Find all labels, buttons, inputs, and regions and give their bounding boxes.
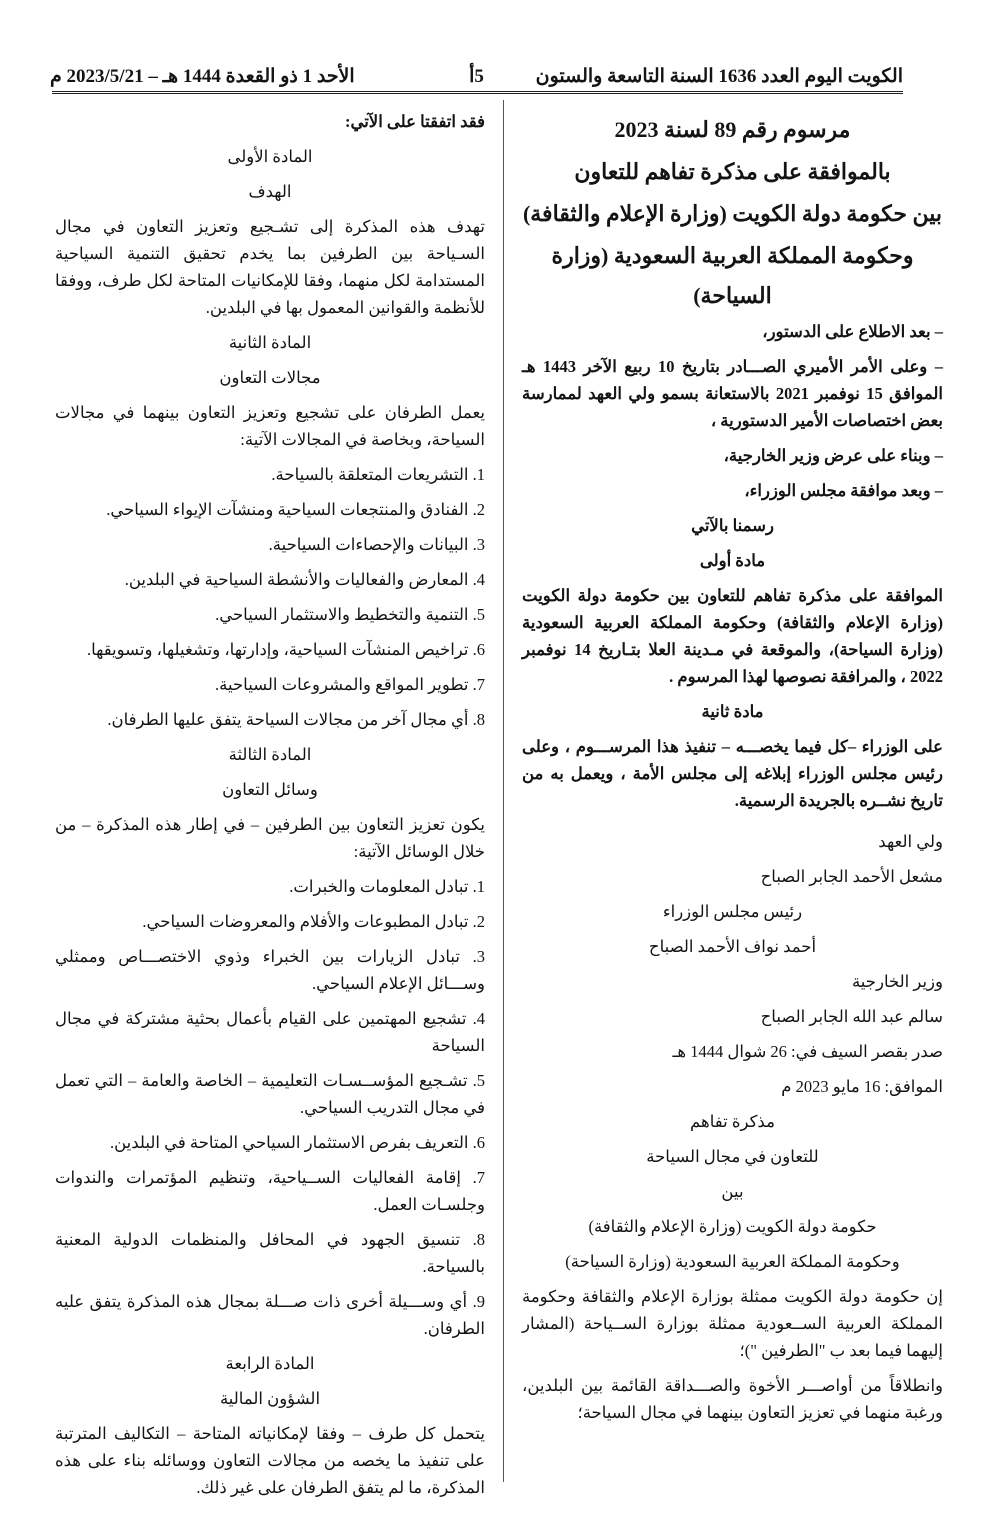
- page-number: 5أ: [469, 66, 484, 87]
- article-1-heading: مادة أولى: [699, 551, 766, 570]
- signatory-1-title: ولي العهد: [878, 832, 943, 851]
- list-item: 2. تبادل المطبوعات والأفلام والمعروضات السياحي.: [142, 912, 485, 931]
- issued-line: صدر بقصر السيف في: 26 شوال 1444 هـ: [672, 1042, 943, 1061]
- signatory-2-title: رئيس مجلس الوزراء: [662, 902, 803, 921]
- list-item: 4. تشجيع المهتمين على القيام بأعمال بحثية مشتركة في مجال السياحة: [55, 1009, 485, 1055]
- memo-party-2: وحكومة المملكة العربية السعودية (وزارة السياحة): [565, 1252, 900, 1271]
- article-2-text: على الوزراء –كل فيما يخصـــه – تنفيذ هذا المرســـوم ، وعلى رئيس مجلس الوزراء إبلاغه إلى مجلس الأمة ، ويعمل به من تاريخ نشــره بالجريدة الرسمية.: [522, 737, 943, 810]
- agreed-line: فقد اتفقتا على الآتي:: [344, 112, 485, 131]
- signatory-3-title: وزير الخارجية: [851, 972, 943, 991]
- decree-subtitle-2: بين حكومة دولة الكويت (وزارة الإعلام والثقافة): [522, 201, 943, 226]
- memo-party-1: حكومة دولة الكويت (وزارة الإعلام والثقافة): [588, 1217, 877, 1236]
- preamble-3: – وبناء على عرض وزير الخارجية،: [723, 446, 943, 465]
- right-column: [522, 108, 943, 1434]
- signatory-1-name: مشعل الأحمد الجابر الصباح: [760, 867, 943, 886]
- list-item: 1. التشريعات المتعلقة بالسياحة.: [271, 465, 485, 484]
- decree-subtitle-3: وحكومة المملكة العربية السعودية (وزارة السياحة): [551, 243, 914, 308]
- article-four-subheading: الشؤون المالية: [219, 1389, 321, 1408]
- article-one-heading: المادة الأولى: [227, 147, 313, 166]
- decree-subtitle-1: بالموافقة على مذكرة تفاهم للتعاون: [574, 159, 891, 184]
- preamble-1: – بعد الاطلاع على الدستور،: [762, 322, 943, 341]
- article-one-subheading: الهدف: [248, 182, 292, 201]
- list-item: 1. تبادل المعلومات والخبرات.: [289, 877, 485, 896]
- decree-title: مرسوم رقم 89 لسنة 2023: [614, 117, 851, 142]
- corresponding-date: الموافق: 16 مايو 2023 م: [781, 1077, 943, 1096]
- signatory-2-name: أحمد نواف الأحمد الصباح: [648, 937, 817, 956]
- list-item: 5. تشـجيع المؤســسـات التعليمية – الخاصة والعامة – التي تعمل في مجال التدريب السياحي.: [55, 1071, 485, 1117]
- memo-intro-1: إن حكومة دولة الكويت ممثلة بوزارة الإعلام والثقافة وحكومة المملكة العربية الســعودية ممثلة بوزارة الســياحة (المشار إليهما فيما بعد ب "الطرفين ")؛: [522, 1287, 943, 1360]
- memo-subject: للتعاون في مجال السياحة: [646, 1147, 819, 1166]
- list-item: 8. تنسيق الجهود في المحافل والمنظمات الدولية المعنية بالسياحة.: [55, 1230, 485, 1276]
- page-header: [50, 58, 903, 88]
- preamble-2: – وعلى الأمر الأميري الصـــادر بتاريخ 10 ربيع الآخر 1443 هـ الموافق 15 نوفمبر 2021 بالاستعانة بسمو ولي العهد لممارسة بعض اختصاصات الأمير الدستورية ،: [522, 357, 943, 430]
- list-item: 8. أي مجال آخر من مجالات السياحة يتفق عليها الطرفان.: [107, 710, 485, 729]
- list-item: 3. تبادل الزيارات بين الخبراء وذوي الاختصـــاص وممثلي وســـائل الإعلام السياحي.: [55, 947, 485, 993]
- article-two-subheading: مجالات التعاون: [219, 368, 321, 387]
- article-four-text: يتحمل كل طرف – وفقا لإمكانياته المتاحة – التكاليف المترتبة على تنفيذ ما يخصه من مجالات التعاون ووسائله بناء على هذه المذكرة، ما لم يتفق الطرفان على غير ذلك.: [55, 1424, 485, 1497]
- column-divider: [503, 100, 504, 1482]
- header-rule: [52, 91, 903, 94]
- list-item: 6. تراخيص المنشآت السياحية، وإدارتها، وتشغيلها، وتسويقها.: [86, 640, 485, 659]
- list-item: 9. أي وســـيلة أخرى ذات صـــلة بمجال هذه المذكرة يتفق عليه الطرفان.: [55, 1292, 485, 1338]
- article-one-text: تهدف هذه المذكرة إلى تشـجيع وتعزيز التعاون في مجال السـياحة بين الطرفين بما يخدم تحقيق التنمية السياحية المستدامة لكل منهما، وفقا للإمكانيات المتاحة لكل طرف، ووفقا للأنظمة والقوانين المعمول بها في البلدين.: [55, 217, 485, 317]
- article-three-subheading: وسائل التعاون: [222, 780, 318, 799]
- article-two-text: يعمل الطرفان على تشجيع وتعزيز التعاون بينهما في مجالات السياحة، وبخاصة في المجالات الآتية:: [55, 403, 485, 449]
- article-three-text: يكون تعزيز التعاون بين الطرفين – في إطار هذه المذكرة – من خلال الوسائل الآتية:: [55, 815, 485, 861]
- article-four-heading: المادة الرابعة: [225, 1354, 315, 1373]
- list-item: 2. الفنادق والمنتجعات السياحية ومنشآت الإيواء السياحي.: [106, 500, 485, 519]
- memo-between: بين: [721, 1182, 744, 1201]
- article-1-text: الموافقة على مذكرة تفاهم للتعاون بين حكومة دولة الكويت (وزارة الإعلام والثقافة) وحكومة المملكة العربية السعودية (وزارة السياحة)، والموقعة في مـدينة العلا بتـاريخ 14 نوفمبر 2022 ، والمرافقة نصوصها لهذا المرسوم .: [522, 586, 943, 686]
- list-item: 6. التعريف بفرص الاستثمار السياحي المتاحة في البلدين.: [109, 1133, 485, 1152]
- article-2-heading: مادة ثانية: [701, 702, 764, 721]
- list-item: 3. البيانات والإحصاءات السياحية.: [268, 535, 485, 554]
- issue-info: الكويت اليوم العدد 1636 السنة التاسعة والستون: [535, 66, 903, 87]
- list-item: 7. إقامة الفعاليات الســياحية، وتنظيم المؤتمرات والندوات وجلسـات العمل.: [55, 1168, 485, 1214]
- list-item: 4. المعارض والفعاليات والأنشطة السياحية في البلدين.: [124, 570, 485, 589]
- left-column: [55, 108, 485, 1509]
- memo-heading: مذكرة تفاهم: [690, 1112, 775, 1131]
- article-two-heading: المادة الثانية: [228, 333, 312, 352]
- list-item: 5. التنمية والتخطيط والاستثمار السياحي.: [215, 605, 485, 624]
- memo-intro-2: وانطلاقاً من أواصـــر الأخوة والصـــداقة القائمة بين البلدين، ورغبة منهما في تعزيز التعاون بينهما في مجال السياحة؛: [522, 1376, 943, 1422]
- preamble-4: – وبعد موافقة مجلس الوزراء،: [744, 481, 943, 500]
- signatory-3-name: سالم عبد الله الجابر الصباح: [760, 1007, 943, 1026]
- article-three-heading: المادة الثالثة: [228, 745, 312, 764]
- list-item: 7. تطوير المواقع والمشروعات السياحية.: [215, 675, 485, 694]
- issue-date: الأحد 1 ذو القعدة 1444 هـ – 2023/5/21 م: [50, 66, 355, 87]
- decree-line: رسمنا بالآتي: [691, 516, 774, 535]
